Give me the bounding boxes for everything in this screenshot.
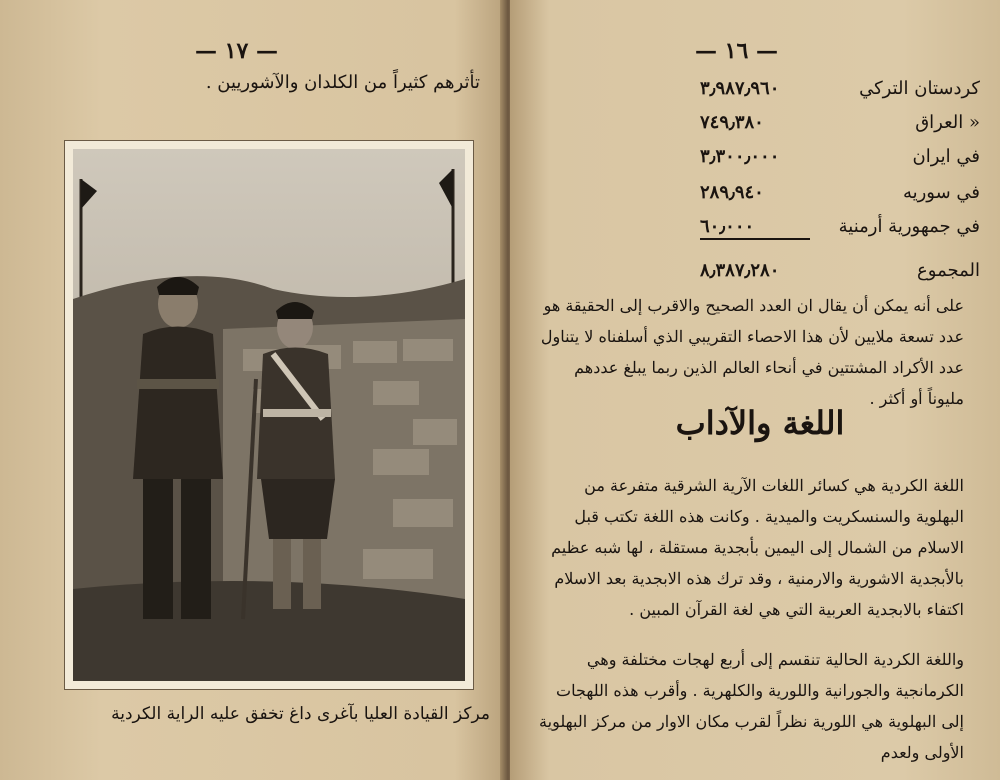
table-row [540,216,990,246]
row-region: كردستان التركي [859,78,980,99]
section-heading: اللغة والآداب [675,404,845,442]
row-value: ٣٫٩٨٧٫٩٦٠ [700,78,780,99]
table-row [540,182,990,212]
portrait-photo [64,140,474,690]
page-number-left: — ١٧ — [195,38,278,64]
left-top-line: تأثرهم كثيراً من الكلدان والآشوريين . [205,72,480,93]
row-region: المجموع [917,260,980,281]
row-region: في سوريه [902,182,980,203]
total-divider [700,238,810,240]
row-value: ٣٫٣٠٠٫٠٠٠ [700,146,780,167]
row-value: ٦٠٫٠٠٠ [700,216,755,237]
photo-caption: مركز القيادة العليا بآغرى داغ تخفق عليه الراية الكردية [111,704,490,724]
row-value: ٢٨٩٫٩٤٠ [700,182,764,203]
row-value: ٧٤٩٫٣٨٠ [700,112,764,133]
table-row [540,112,990,142]
row-region: في جمهورية أرمنية [838,216,980,237]
table-row-total [540,260,990,290]
table-row [540,146,990,176]
right-page [510,0,1000,780]
portrait-photo-icon [73,149,465,681]
page-number-right: — ١٦ — [695,38,778,64]
paragraph-population: على أنه يمكن أن يقال ان العدد الصحيح والاقرب إلى الحقيقة هو عدد تسعة ملايين لأن هذا الاحصاء التقريبي الذي أسلفناه لا يتناول عدد الأكراد المشتتين في أنحاء العالم الذين ربما يبلغ عددهم مليوناً أو أكثر . [540,296,964,408]
table-row [540,78,990,108]
row-value: ٨٫٣٨٧٫٢٨٠ [700,260,780,281]
row-region: في ايران [912,146,980,167]
paragraph-language: اللغة الكردية هي كسائر اللغات الآرية الشرقية متفرعة من البهلوية والسنسكريت والميدية . وكانت هذه اللغة تكتب قبل الاسلام من الشمال إلى اليمين بأبجدية مستقلة ، لها شبه عظيم بالأبجدية الاشورية والارمنية ، وقد ترك هذه الابجدية بعد الاسلام اكتفاء بالابجدية العربية التي هي لغة القرآن المبين . [551,476,964,619]
row-region: « العراق [915,112,980,133]
paragraph-dialects: واللغة الكردية الحالية تنقسم إلى أربع لهجات مختلفة وهي الكرمانجية والجورانية واللورية والكلهرية . وأقرب هذه اللهجات إلى البهلوية هي اللورية نظراً لقرب مكان الاوار من مركز البهلوية الأولى ولعدم [539,650,964,762]
